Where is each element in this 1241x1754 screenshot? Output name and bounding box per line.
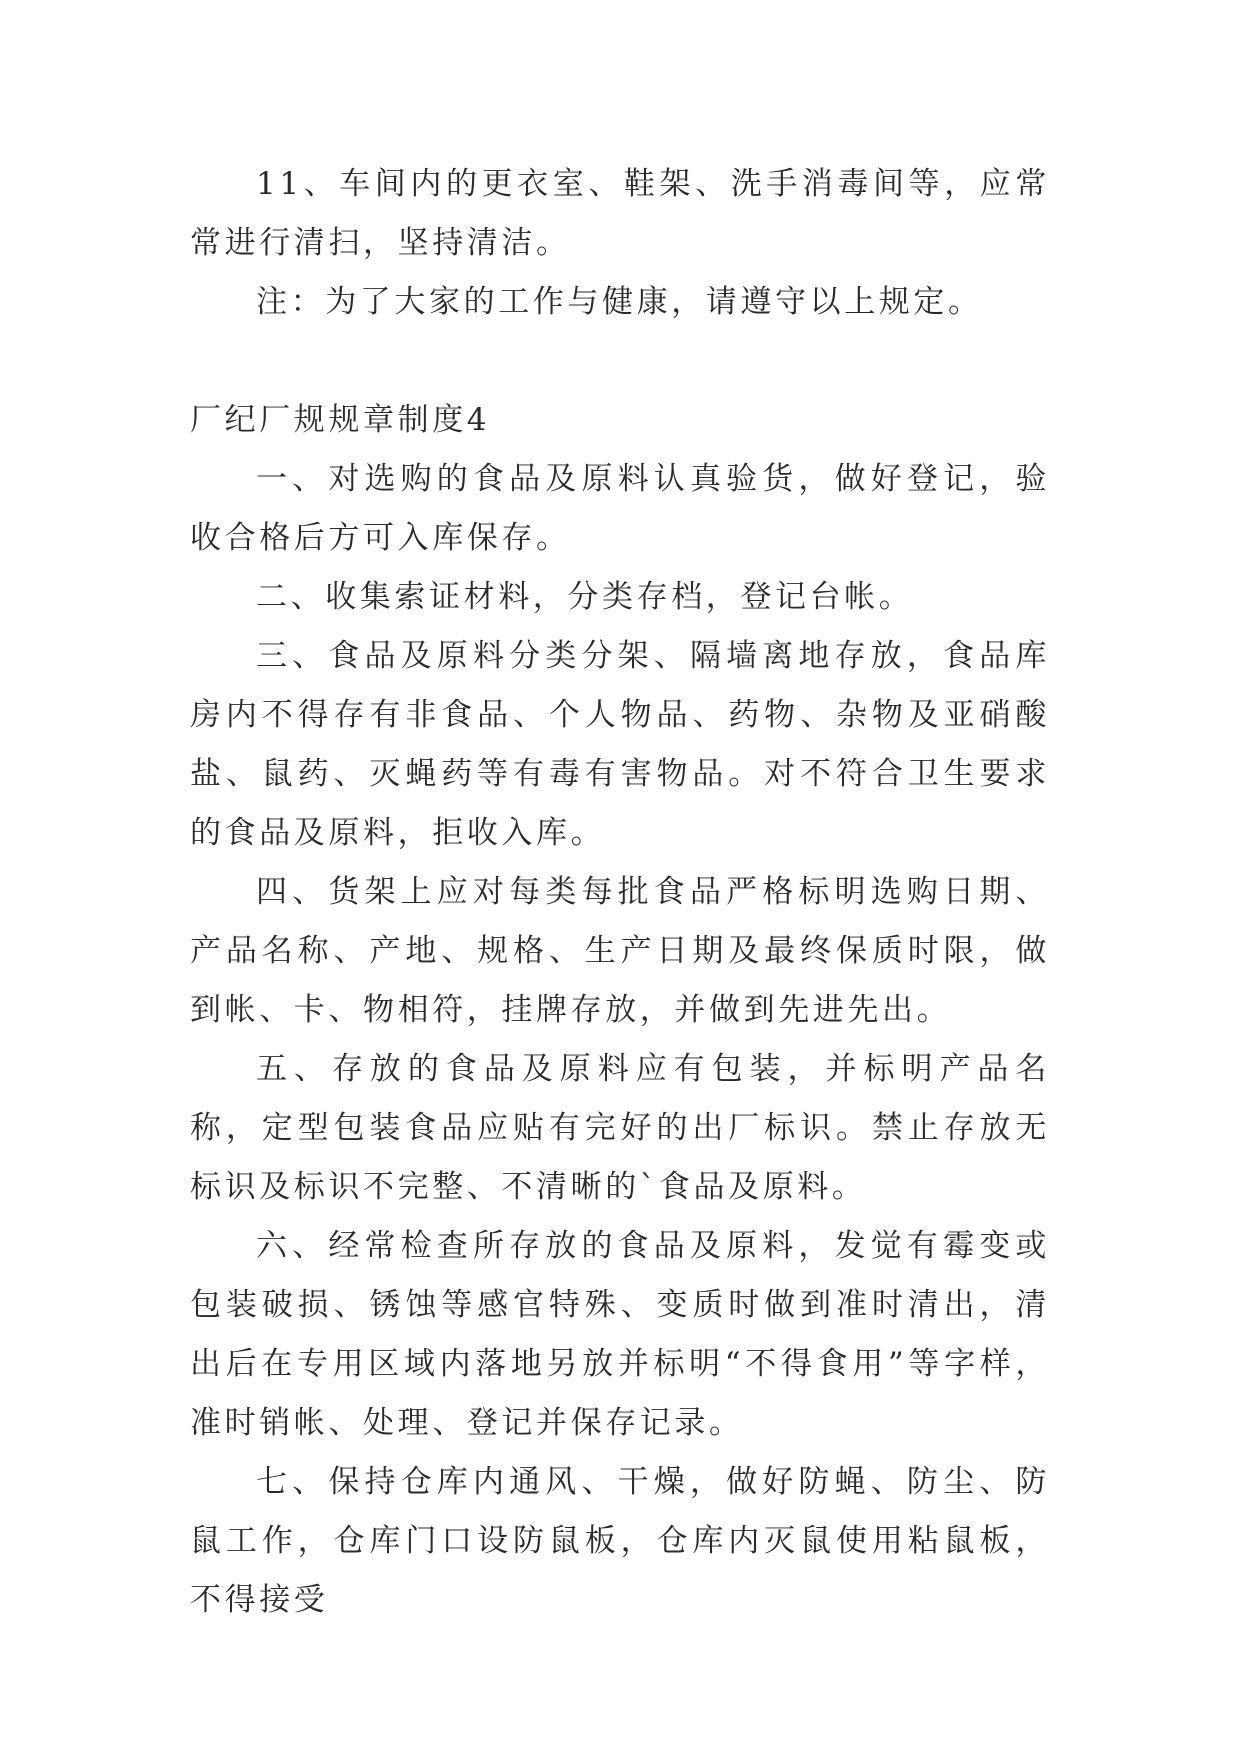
document-body [190, 155, 1050, 1630]
paragraph-item-3: 三、食品及原料分类分架、隔墙离地存放，食品库房内不得存有非食品、个人物品、药物、杂物及亚硝酸盐、鼠药、灭蝇药等有毒有害物品。对不符合卫生要求的食品及原料，拒收入库。 [190, 638, 1050, 851]
paragraph-item-2: 二、收集索证材料，分类存档，登记台帐。 [256, 579, 914, 615]
section-title: 厂纪厂规规章制度4 [190, 402, 491, 438]
paragraph-item-5: 五、存放的食品及原料应有包装，并标明产品名称，定型包装食品应贴有完好的出厂标识。禁止存放无标识及标识不完整、不清晰的`食品及原料。 [190, 1051, 1050, 1205]
paragraph-item-7: 七、保持仓库内通风、干燥，做好防蝇、防尘、防鼠工作，仓库门口设防鼠板，仓库内灭鼠使用粘鼠板，不得接受 [190, 1464, 1050, 1618]
paragraph-rule-11: 11、车间内的更衣室、鞋架、洗手消毒间等，应常常进行清扫，坚持清洁。 [190, 166, 1050, 261]
paragraph-item-1: 一、对选购的食品及原料认真验货，做好登记，验收合格后方可入库保存。 [190, 461, 1050, 556]
paragraph-note: 注：为了大家的工作与健康，请遵守以上规定。 [256, 284, 983, 320]
paragraph-item-4: 四、货架上应对每类每批食品严格标明选购日期、产品名称、产地、规格、生产日期及最终保质时限，做到帐、卡、物相符，挂牌存放，并做到先进先出。 [190, 874, 1050, 1028]
paragraph-item-6: 六、经常检查所存放的食品及原料，发觉有霉变或包装破损、锈蚀等感官特殊、变质时做到准时清出，清出后在专用区域内落地另放并标明“不得食用”等字样，准时销帐、处理、登记并保存记录。 [190, 1228, 1050, 1441]
